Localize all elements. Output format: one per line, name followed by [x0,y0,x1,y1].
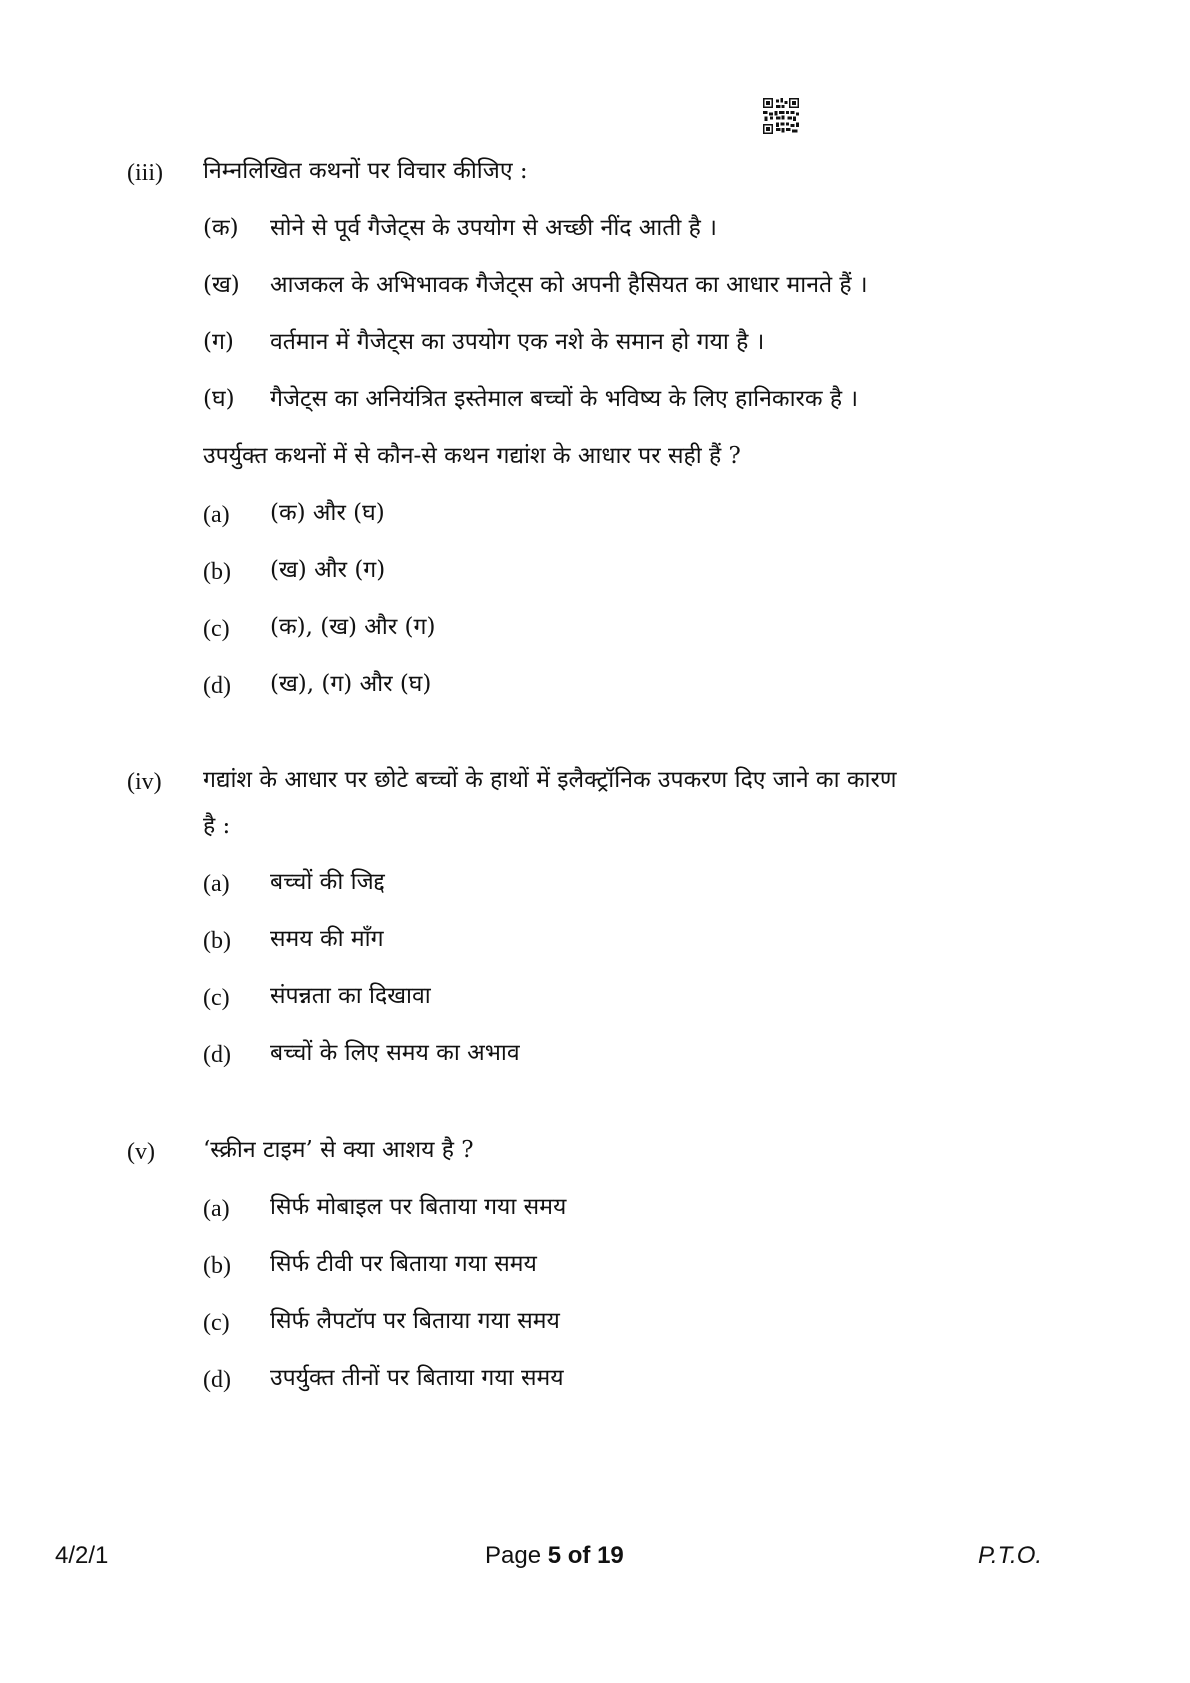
option-label: (d) [203,1042,231,1068]
paper-code: 4/2/1 [55,1542,109,1569]
statement-label: (क) [203,215,239,241]
question-number: (iv) [127,769,162,795]
statement-label: (ख) [203,272,240,298]
option-label: (b) [203,1253,231,1279]
option-text: संपन्नता का दिखावा [270,983,431,1009]
option-text: बच्चों की जिद्द [270,869,385,895]
option-text: समय की माँग [270,926,384,952]
question-prompt: गद्यांश के आधार पर छोटे बच्चों के हाथों में इलैक्ट्रॉनिक उपकरण दिए जाने का कारण [203,767,897,793]
option-label: (a) [203,871,230,897]
option-label: (c) [203,1310,230,1336]
option-label: (a) [203,502,230,528]
please-turn-over: P.T.O. [978,1542,1043,1569]
option-text: (क) और (घ) [270,500,385,526]
option-label: (d) [203,673,231,699]
statement-label: (घ) [203,386,235,412]
qr-code-icon [763,98,799,134]
statement-text: गैजेट्स का अनियंत्रित इस्तेमाल बच्चों के भविष्य के लिए हानिकारक है । [270,386,859,412]
option-text: उपर्युक्त तीनों पर बिताया गया समय [270,1365,564,1391]
option-label: (c) [203,616,230,642]
option-text: बच्चों के लिए समय का अभाव [270,1040,520,1066]
question-prompt: निम्नलिखित कथनों पर विचार कीजिए : [203,158,528,184]
statement-text: वर्तमान में गैजेट्स का उपयोग एक नशे के समान हो गया है । [270,329,765,355]
question-prompt-continued: है : [203,813,231,839]
question-prompt: ‘स्क्रीन टाइम’ से क्या आशय है ? [203,1137,474,1163]
page-total: 19 [597,1542,624,1569]
option-text: सिर्फ मोबाइल पर बिताया गया समय [270,1194,567,1220]
question-number: (iii) [127,160,163,186]
option-label: (b) [203,559,231,585]
page-of: of [561,1542,598,1569]
statement-text: आजकल के अभिभावक गैजेट्स को अपनी हैसियत का आधार मानते हैं । [270,272,868,298]
option-text: (क), (ख) और (ग) [270,614,436,640]
page-prefix: Page [485,1542,548,1569]
option-text: सिर्फ लैपटॉप पर बिताया गया समय [270,1308,560,1334]
option-text: (ख), (ग) और (घ) [270,671,432,697]
option-text: (ख) और (ग) [270,557,386,583]
page-current: 5 [547,1542,562,1569]
question-number: (v) [127,1139,155,1165]
option-label: (d) [203,1367,231,1393]
statement-text: सोने से पूर्व गैजेट्स के उपयोग से अच्छी नींद आती है । [270,215,717,241]
option-text: सिर्फ टीवी पर बिताया गया समय [270,1251,537,1277]
option-label: (a) [203,1196,230,1222]
question-sub-prompt: उपर्युक्त कथनों में से कौन-से कथन गद्यांश के आधार पर सही हैं ? [203,443,741,469]
statement-label: (ग) [203,329,234,355]
option-label: (c) [203,985,230,1011]
page-number [485,1541,624,1571]
option-label: (b) [203,928,231,954]
